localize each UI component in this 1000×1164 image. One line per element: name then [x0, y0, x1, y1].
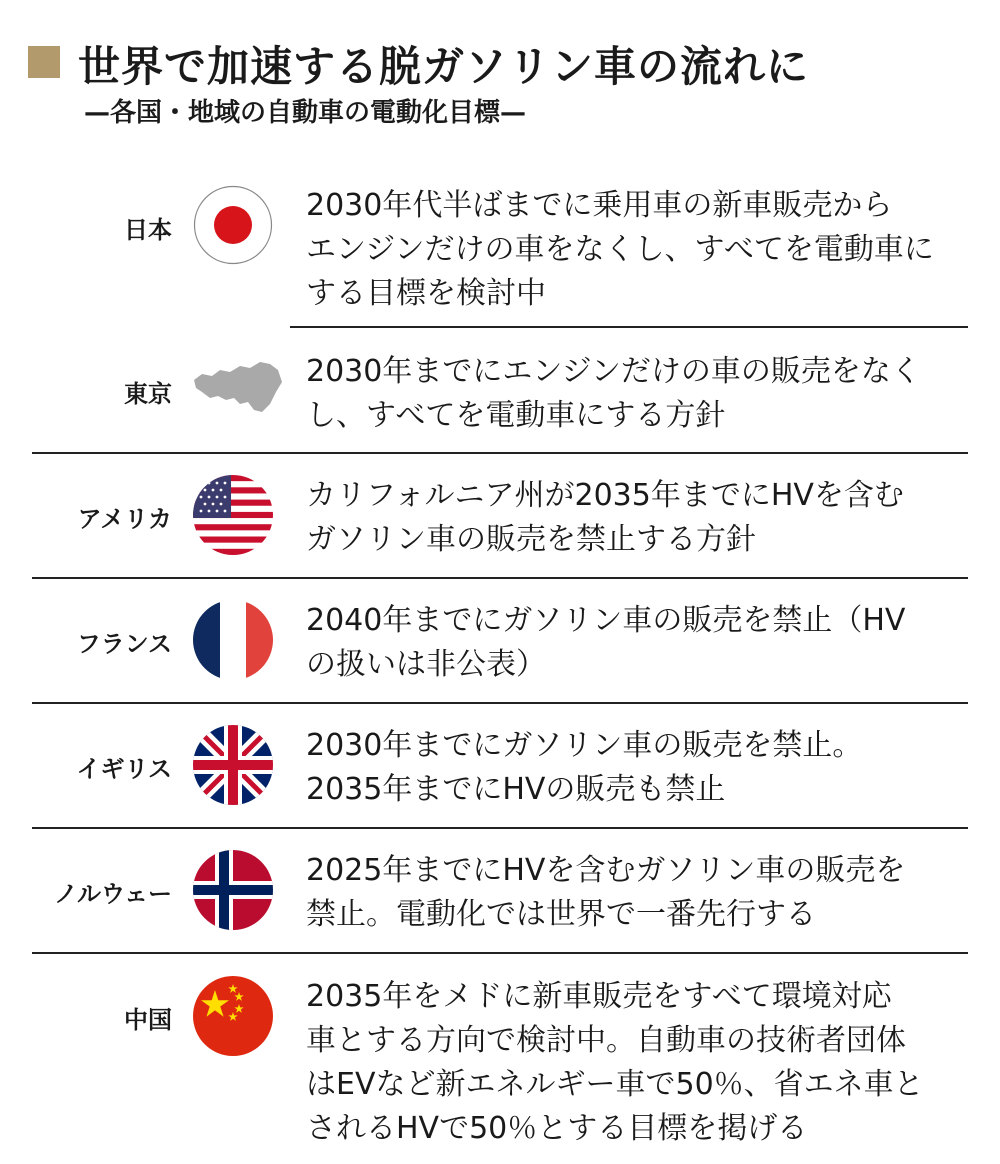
- row-description: 2025年までにHVを含むガソリン車の販売を 禁止。電動化では世界で一番先行する: [306, 853, 906, 932]
- row-divider: [32, 577, 968, 579]
- region-label: 中国: [124, 1006, 172, 1034]
- region-label: 東京: [124, 380, 172, 408]
- japan-flag-icon: [193, 185, 273, 265]
- region-label: イギリス: [76, 755, 172, 783]
- region-label: ノルウェー: [53, 880, 172, 908]
- row-divider: [32, 702, 968, 704]
- tokyo-map-icon: [190, 352, 286, 422]
- page-title: 世界で加速する脱ガソリン車の流れに: [78, 42, 810, 91]
- region-label: アメリカ: [77, 505, 172, 533]
- china-flag-icon: [193, 976, 273, 1056]
- row-description: 2040年までにガソリン車の販売を禁止（HV の扱いは非公表）: [306, 603, 906, 682]
- france-flag-icon: [193, 600, 273, 680]
- row-divider: [32, 952, 968, 954]
- page-subtitle: —各国・地域の自動車の電動化目標—: [84, 98, 527, 128]
- row-divider: [32, 827, 968, 829]
- row-description: 2030年代半ばまでに乗用車の新車販売から エンジンだけの車をなくし、すべてを電動車に する目標を検討中: [306, 188, 934, 311]
- row-description: カリフォルニア州が2035年までにHVを含む ガソリン車の販売を禁止する方針: [306, 478, 904, 557]
- title-square-icon: [28, 46, 60, 78]
- row-description: 2030年までにガソリン車の販売を禁止。 2035年までにHVの販売も禁止: [306, 728, 863, 807]
- row-divider: [290, 326, 968, 328]
- region-label: 日本: [124, 216, 172, 244]
- uk-flag-icon: [193, 725, 273, 805]
- usa-flag-icon: [193, 475, 273, 555]
- norway-flag-icon: [193, 850, 273, 930]
- row-description: 2030年までにエンジンだけの車の販売をなく し、すべてを電動車にする方針: [306, 354, 921, 433]
- row-description: 2035年をメドに新車販売をすべて環境対応 車とする方向で検討中。自動車の技術者団体 はEVなど新エネルギー車で50％、省エネ車と されるHVで50％とする目標を掲げる: [306, 979, 924, 1146]
- region-label: フランス: [76, 630, 172, 658]
- row-divider: [32, 452, 968, 454]
